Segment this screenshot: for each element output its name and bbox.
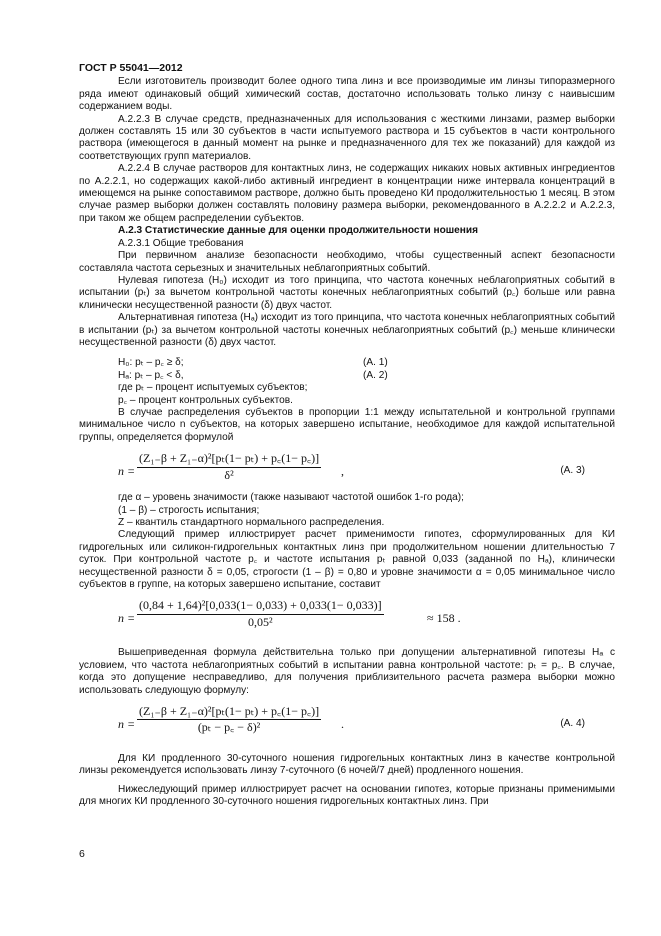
- formula-denominator: 0,05²: [248, 614, 273, 629]
- formula-fraction: [137, 599, 384, 628]
- formula-fraction: [137, 452, 321, 481]
- ha-label: (А. 2): [363, 369, 388, 381]
- ha-equation: Hₐ: pₜ – p꜀ < δ,: [118, 369, 184, 381]
- definition-line: (1 – β) – строгость испытания;: [118, 504, 260, 516]
- formula-label: (А. 4): [560, 718, 585, 730]
- formula-fraction: [137, 705, 321, 734]
- paragraph: Для КИ продленного 30-суточного ношения гидрогельных контактных линз в качестве контрольной линзы рекомендуется использовать линзу 7-суточного (6 ночей/7 дней) продленного ношения.: [79, 753, 615, 777]
- paragraph: Нижеследующий пример иллюстрирует расчет на основании гипотез, которые признаны применимыми для многих КИ продленного 30-суточного ношения гидрогельных контактных линз. При: [79, 783, 615, 808]
- formula-numerator: (Z₁₋β + Z₁₋α)²[pₜ(1− pₜ) + p꜀(1− p꜀)]: [139, 451, 320, 466]
- formula-a3: [79, 452, 615, 492]
- paragraph: А.2.2.4 В случае растворов для контактных линз, не содержащих никаких новых активных ингредиентов по А.2.2.1, но содержащих какой-либо активный ингредиент в концентрации ниже интервала концентраций в имеющемся на рынке сопоставимом растворе, должно быть проведено КИ продолжительностью 1 месяц. В этом случае размер выборки должен составлять половину размера выборки, рекомендованного в А.2.2.2 и А.2.2.3, при таком же общем распределении субъектов.: [79, 163, 615, 224]
- where-line: где pₜ – процент испытуемых субъектов;: [118, 382, 308, 394]
- section-heading: А.2.3 Статистические данные для оценки продолжительности ношения: [118, 225, 478, 237]
- paragraph: В случае распределения субъектов в пропорции 1:1 между испытательной и контрольной группами минимальное число n субъектов, на которых завершено испытание, необходимое для каждой испытательной группы, определяется формулой: [79, 406, 615, 443]
- formula-example: [79, 599, 615, 639]
- document-page: [79, 62, 615, 809]
- definition-line: где α – уровень значимости (также называют частотой ошибок 1-го рода);: [118, 492, 464, 504]
- h0-label: (А. 1): [363, 357, 388, 369]
- formula-lhs: n =: [118, 611, 136, 626]
- page-number: 6: [79, 848, 85, 860]
- formula-lhs: n =: [118, 464, 136, 479]
- where-line: p꜀ – процент контрольных субъектов.: [118, 394, 293, 406]
- formula-denominator: (pₜ − p꜀ − δ)²: [197, 720, 261, 735]
- h0-equation: H₀: pₜ – p꜀ ≥ δ;: [118, 357, 184, 369]
- subsection-heading: А.2.3.1 Общие требования: [118, 237, 244, 249]
- paragraph: Альтернативная гипотеза (Hₐ) исходит из того принципа, что частота конечных неблагоприятных событий в испытании (pₜ) за вычетом контрольной частоты конечных неблагоприятных событий (p꜀) меньше клинически несущественной разности (δ) двух частот.: [79, 312, 615, 348]
- document-header: ГОСТ Р 55041—2012: [79, 62, 183, 74]
- formula-tail: ≈ 158 .: [427, 611, 461, 626]
- paragraph: При первичном анализе безопасности необходимо, чтобы существенный аспект безопасности составляла частота серьезных и значительных неблагоприятных событий.: [79, 250, 615, 274]
- formula-label: (А. 3): [560, 465, 585, 477]
- formula-numerator: (0,84 + 1,64)²[0,033(1− 0,033) + 0,033(1− 0,033)]: [139, 598, 382, 613]
- paragraph: Нулевая гипотеза (H₀) исходит из того принципа, что частота конечных неблагоприятных событий в испытании (pₜ) за вычетом контрольной частоты конечных неблагоприятных событий (p꜀) больше или равна клинически несущественной разности (δ) двух частот.: [79, 274, 615, 311]
- paragraph: Следующий пример иллюстрирует расчет применимости гипотез, сформулированных для КИ гидрогельных или силикон-гидрогельных контактных линз при продолжительном ношении длительностью 7 суток. При контрольной частоте p꜀ и частоте испытания pₜ равной 0,033 (заданной по Hₐ), клинически несущественной разности δ = 0,05, строгости (1 – β) = 0,80 и уровне значимости α = 0,05 минимальное число субъектов в группе, на которых завершено испытание, составит: [79, 529, 615, 591]
- formula-tail: ,: [341, 464, 344, 479]
- hypothesis-ha: [79, 370, 615, 382]
- formula-a4: [79, 705, 615, 745]
- hypothesis-h0: [79, 357, 615, 369]
- paragraph: Вышеприведенная формула действительна только при допущении альтернативной гипотезы Hₐ с условием, что частота неблагоприятных событий в испытании равна контрольной частоте: pₜ = p꜀. В случае, когда это допущение несправедливо, для получения приблизительного расчета размера выборки можно использовать следующую формулу:: [79, 647, 615, 696]
- paragraph: Если изготовитель производит более одного типа линз и все производимые им линзы типоразмерного ряда имеют одинаковый общий химический состав, достаточно использовать только линзу с наивысшим содержанием воды.: [79, 76, 615, 113]
- formula-denominator: δ²: [224, 467, 234, 482]
- formula-numerator: (Z₁₋β + Z₁₋α)²[pₜ(1− pₜ) + p꜀(1− p꜀)]: [139, 704, 320, 719]
- formula-tail: .: [341, 717, 344, 732]
- definition-line: Z – квантиль стандартного нормального распределения.: [118, 517, 385, 528]
- paragraph: А.2.2.3 В случае средств, предназначенных для использования с жесткими линзами, размер выборки должен составлять 15 или 30 субъектов в части испытуемого раствора и 15 субъектов в части контрольного раствора (имеющегося в данный момент на рынке и предназначенного для тех же показаний) для каждой из соответствующих групп материалов.: [79, 113, 615, 162]
- formula-lhs: n =: [118, 717, 136, 732]
